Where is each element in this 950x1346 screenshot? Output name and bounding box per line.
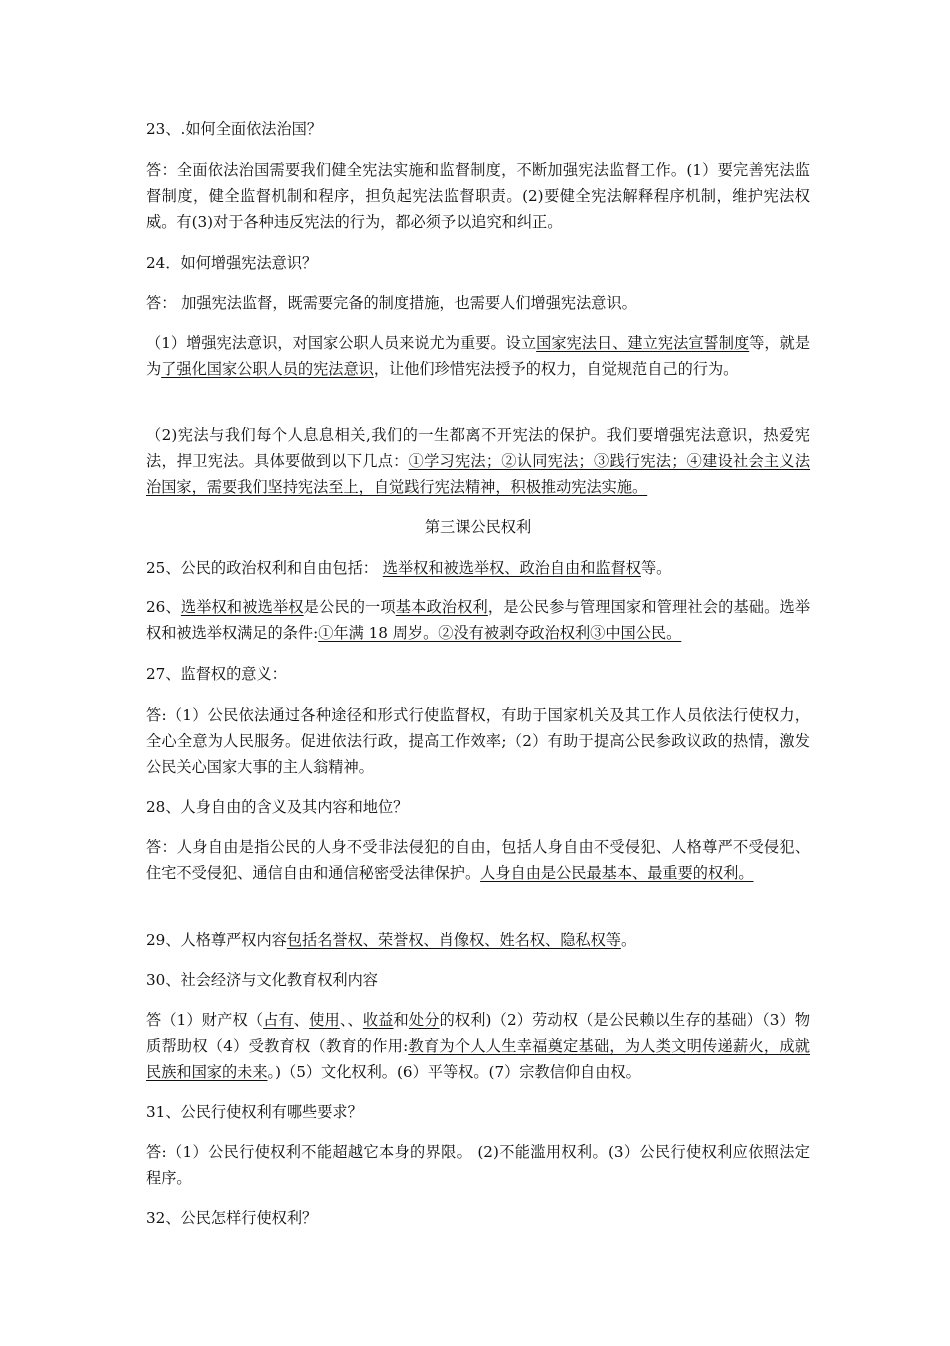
- q28-title: 28、人身自由的含义及其内容和地位？: [146, 798, 409, 816]
- underlined-text: 收益: [362, 1011, 394, 1029]
- q31-title: 31、公民行使权利有哪些要求？: [146, 1103, 363, 1121]
- lesson-heading: 第三课公民权利: [424, 518, 532, 536]
- q30-answer: 答（1）财产权（占有、使用、、收益和处分的权利)（2）劳动权（是公民赖以生存的基础）（3）物质帮助权（4）受教育权（教育的作用:教育为个人人生幸福奠定基础，为人类文明传递薪火，成就民族和国家的未来。)（5）文化权利。(6）平等权。(7）宗教信仰自由权。: [146, 1011, 811, 1081]
- q31-answer: 答:（1）公民行使权利不能超越它本身的界限。 (2)不能滥用权利。(3）公民行使权利应依照法定程序。: [146, 1143, 810, 1187]
- q28-answer: 答：人身自由是指公民的人身不受非法侵犯的自由，包括人身自由不受侵犯、人格尊严不受侵犯、住宅不受侵犯、通信自由和通信秘密受法律保护。人身自由是公民最基本、最重要的权利。: [146, 838, 810, 882]
- underlined-text: ①年满 18 周岁。②没有被剥夺政治权利③中国公民。: [318, 624, 682, 642]
- underlined-text: 包括名誉权、荣誉权、肖像权、姓名权、隐私权等: [286, 931, 621, 949]
- q29: 29、人格尊严权内容包括名誉权、荣誉权、肖像权、姓名权、隐私权等。: [146, 931, 637, 949]
- underlined-text: 占有: [263, 1011, 294, 1029]
- q26: 26、选举权和被选举权是公民的一项基本政治权利，是公民参与管理国家和管理社会的基础。选举权和被选举权满足的条件:①年满 18 周岁。②没有被剥夺政治权利③中国公民。: [146, 598, 811, 642]
- underlined-text: 人身自由是公民最基本、最重要的权利。: [480, 864, 754, 882]
- underlined-text: 选举权和被选举权、政治自由和监督权: [382, 559, 641, 577]
- q24-point-2: （2)宪法与我们每个人息息相关,我们的一生都离不开宪法的保护。我们要增强宪法意识，热爱宪法，捍卫宪法。具体要做到以下几点：①学习宪法；②认同宪法；③践行宪法；④建设社会主义法治国家，需要我们坚持宪法至上，自觉践行宪法精神，积极推动宪法实施。: [146, 426, 811, 496]
- underlined-text: 教育为个人人生幸福奠定基础，为人类文明传递薪火，成就民族和国家的未来: [146, 1037, 810, 1081]
- q23-answer: 答：全面依法治国需要我们健全宪法实施和监督制度，不断加强宪法监督工作。(1）要完善宪法监督制度，健全监督机制和程序，担负起宪法监督职责。(2)要健全宪法解释程序机制，维护宪法权威。有(3)对于各种违反宪法的行为，都必须予以追究和纠正。: [146, 161, 810, 231]
- q32-title: 32、公民怎样行使权利？: [146, 1209, 318, 1227]
- underlined-text: 国家宪法日、建立宪法宣誓制度: [536, 334, 750, 352]
- q30-title: 30、社会经济与文化教育权利内容: [146, 971, 378, 989]
- q25: 25、公民的政治权利和自由包括： 选举权和被选举权、政治自由和监督权等。: [146, 559, 672, 577]
- underlined-text: 选举权和被选举权: [180, 598, 304, 616]
- underlined-text: 基本政治权利: [395, 598, 488, 616]
- underlined-text: 使用: [309, 1011, 340, 1029]
- q27-title: 27、监督权的意义：: [146, 665, 287, 683]
- q23-title: 23、.如何全面依法治国？: [146, 120, 323, 138]
- q24-title: 24．如何增强宪法意识？: [146, 254, 318, 272]
- underlined-text: ①学习宪法；②认同宪法；③践行宪法；④建设社会主义法治国家，需要我们坚持宪法至上，自觉践行宪法精神，积极推动宪法实施。: [146, 452, 811, 496]
- q24-point-1: （1）增强宪法意识，对国家公职人员来说尤为重要。设立国家宪法日、建立宪法宣誓制度等，就是为了强化国家公职人员的宪法意识，让他们珍惜宪法授予的权力，自觉规范自己的行为。: [146, 334, 811, 378]
- q24-intro: 答： 加强宪法监督，既需要完备的制度措施，也需要人们增强宪法意识。: [146, 294, 637, 312]
- underlined-text: 处分: [408, 1011, 440, 1029]
- underlined-text: 了强化国家公职人员的宪法意识: [161, 360, 374, 378]
- q27-answer: 答:（1）公民依法通过各种途径和形式行使监督权，有助于国家机关及其工作人员依法行使权力，全心全意为人民服务。促进依法行政，提高工作效率;（2）有助于提高公民参政议政的热情，激发公民关心国家大事的主人翁精神。: [146, 706, 810, 776]
